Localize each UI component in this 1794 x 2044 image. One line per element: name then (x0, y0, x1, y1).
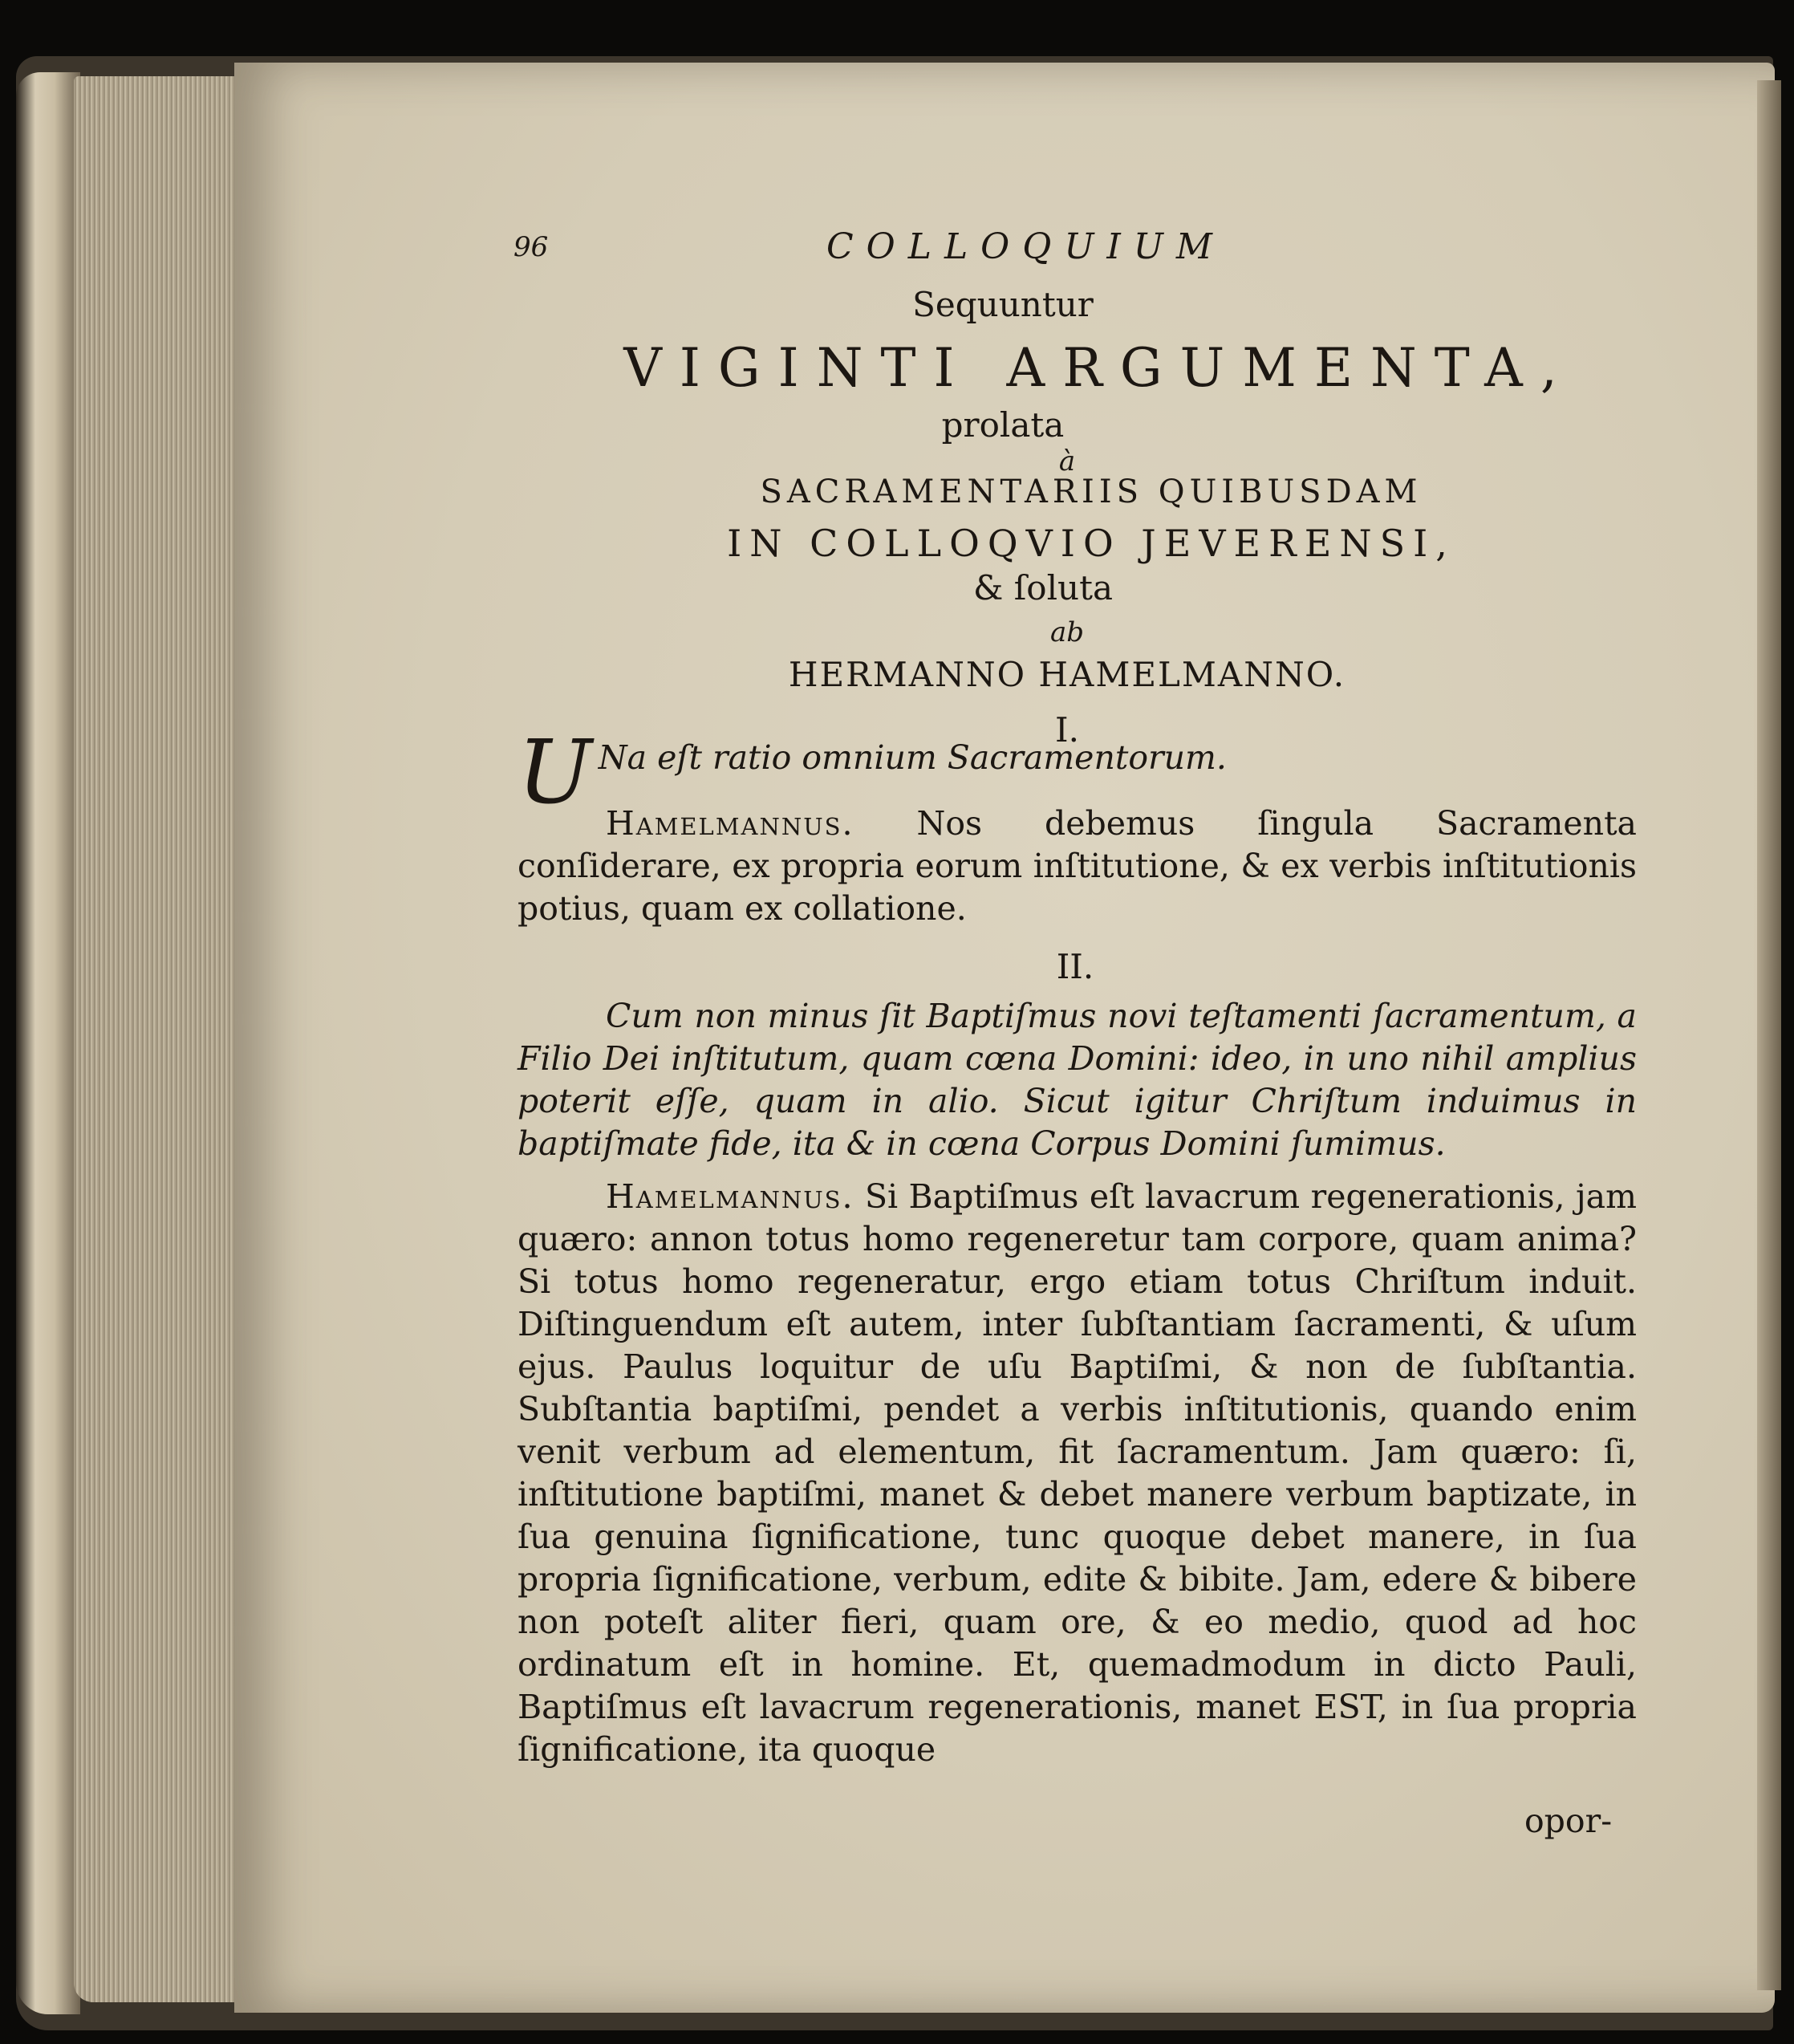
page-edges (74, 76, 238, 2002)
facing-page-edge (1757, 80, 1781, 1990)
catchword: opor- (1524, 1802, 1613, 1840)
page-header (513, 226, 1316, 279)
title-a: à (1058, 445, 1076, 477)
reply-2 (518, 1176, 1637, 1771)
book-spine (16, 72, 80, 2014)
page-number: 96 (513, 231, 549, 263)
title-sacramentariis: SACRAMENTARIIS QUIBUSDAM (760, 473, 1423, 510)
drop-cap: U (518, 721, 592, 823)
title-prolata: prolata (941, 405, 1065, 445)
argument-2: Cum non minus ſit Baptiſmus novi teſtamenti ſacramentum, a Filio Dei inſtitutum, quam cœna Domini: ideo, in uno nihil amplius poterit eſſe, quam in alio. Sicut igitur Chriſtum induimus in baptiſmate fide, ita & in cœna Corpus Domini ſumimus. (518, 997, 1637, 1163)
title-soluta: & ſoluta (973, 568, 1113, 608)
section-numeral-2: II. (1056, 947, 1094, 986)
argument-1 (518, 721, 1637, 823)
reply-2-text: Si Baptiſmus eſt lavacrum regenerationis, jam quæro: annon totus homo regeneretur tam corpore, quam anima? Si totus homo regeneratur, ergo etiam totus Chriſtum induit. Diſtinguendum eſt autem, inter ſubſtantiam ſacramenti, & uſum ejus. Paulus loquitur de uſu Baptiſmi, & non de ſubſtantia. Subſtantia baptiſmi, pendet a verbis inſtitutionis, quando enim venit verbum ad elementum, fit ſacramentum. Jam quæro: ſi, inſtitutione baptiſmi, manet & debet manere verbum baptizate, in ſua genuina ſignificatione, tunc quoque debet manere, in ſua propria ſignificatione, verbum, edite & bibite. Jam, edere & bibere non poteſt aliter fieri, quam ore, & eo medio, quod ad hoc ordinatum eſt in homine. Et, quemadmodum in dicto Pauli, Baptiſmus eſt lavacrum regenerationis, manet EST, in ſua propria ſignificatione, ita quoque (518, 1177, 1637, 1769)
title-author: HERMANNO HAMELMANNO. (788, 655, 1346, 694)
reply-1-text: Nos debemus ſingula Sacramenta conſiderare, ex propria eorum inſtitutione, & ex verbis inſtitutionis potius, quam ex collatione. (518, 804, 1637, 928)
title-colloquio: IN COLLOQVIO JEVERENSI, (727, 522, 1455, 565)
section-numeral-1: I. (1055, 710, 1079, 750)
running-head: COLLOQUIUM (826, 226, 1225, 267)
respondent-name: Hamelmannus. (606, 804, 854, 843)
title-sequuntur: Sequuntur (912, 285, 1094, 324)
argument-1-text: Na eſt ratio omnium Sacramentorum. (598, 738, 1227, 777)
respondent-name: Hamelmannus. (606, 1177, 854, 1216)
reply-1 (518, 803, 1637, 930)
title-main: VIGINTI ARGUMENTA, (623, 337, 1575, 399)
title-ab: ab (1049, 616, 1085, 648)
